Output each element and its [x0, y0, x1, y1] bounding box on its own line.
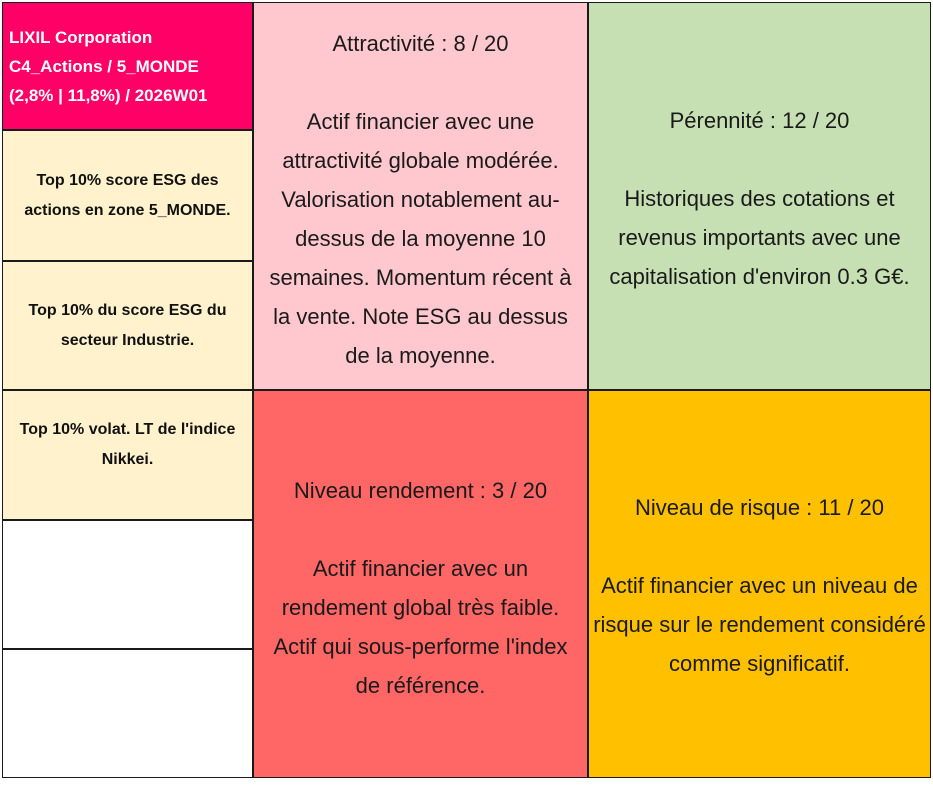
risque-title: Niveau de risque : 11 / 20 — [634, 495, 885, 520]
badge-volatility — [2, 390, 253, 520]
asset-header — [2, 2, 253, 130]
attractivite-text: Actif financier avec une attractivité globale modérée. Valorisation notablement au-dessus de la moyenne 10 semaines. Momentum récent à la vente. Note ESG au dessus de la moyenne. — [269, 109, 572, 368]
rendement-panel — [253, 390, 588, 778]
rendement-title: Niveau rendement : 3 / 20 — [293, 478, 548, 503]
badge-esg-zone-text: Top 10% score ESG des actions en zone 5_MONDE. — [24, 171, 231, 219]
risque-panel — [588, 390, 931, 778]
perennite-title: Pérennité : 12 / 20 — [669, 108, 850, 133]
attractivite-panel — [253, 2, 588, 390]
badge-esg-sector-text: Top 10% du score ESG du secteur Industrie. — [28, 301, 227, 349]
empty-cell-1 — [2, 520, 253, 649]
badge-esg-zone — [2, 130, 253, 261]
perennite-panel — [588, 2, 931, 390]
empty-cell-2 — [2, 649, 253, 778]
asset-name: LIXIL Corporation — [9, 27, 153, 47]
attractivite-title: Attractivité : 8 / 20 — [332, 31, 509, 56]
perennite-text: Historiques des cotations et revenus importants avec une capitalisation d'environ 0.3 G€. — [609, 186, 910, 289]
badge-volatility-text: Top 10% volat. LT de l'indice Nikkei. — [19, 421, 236, 468]
badge-esg-sector — [2, 261, 253, 390]
asset-period: (2,8% | 11,8%) / 2026W01 — [9, 85, 208, 105]
rendement-text: Actif financier avec un rendement global très faible. Actif qui sous-performe l'index de référence. — [273, 556, 568, 698]
asset-category: C4_Actions / 5_MONDE — [9, 56, 199, 76]
risque-text: Actif financier avec un niveau de risque sur le rendement considéré comme significatif. — [593, 573, 926, 676]
